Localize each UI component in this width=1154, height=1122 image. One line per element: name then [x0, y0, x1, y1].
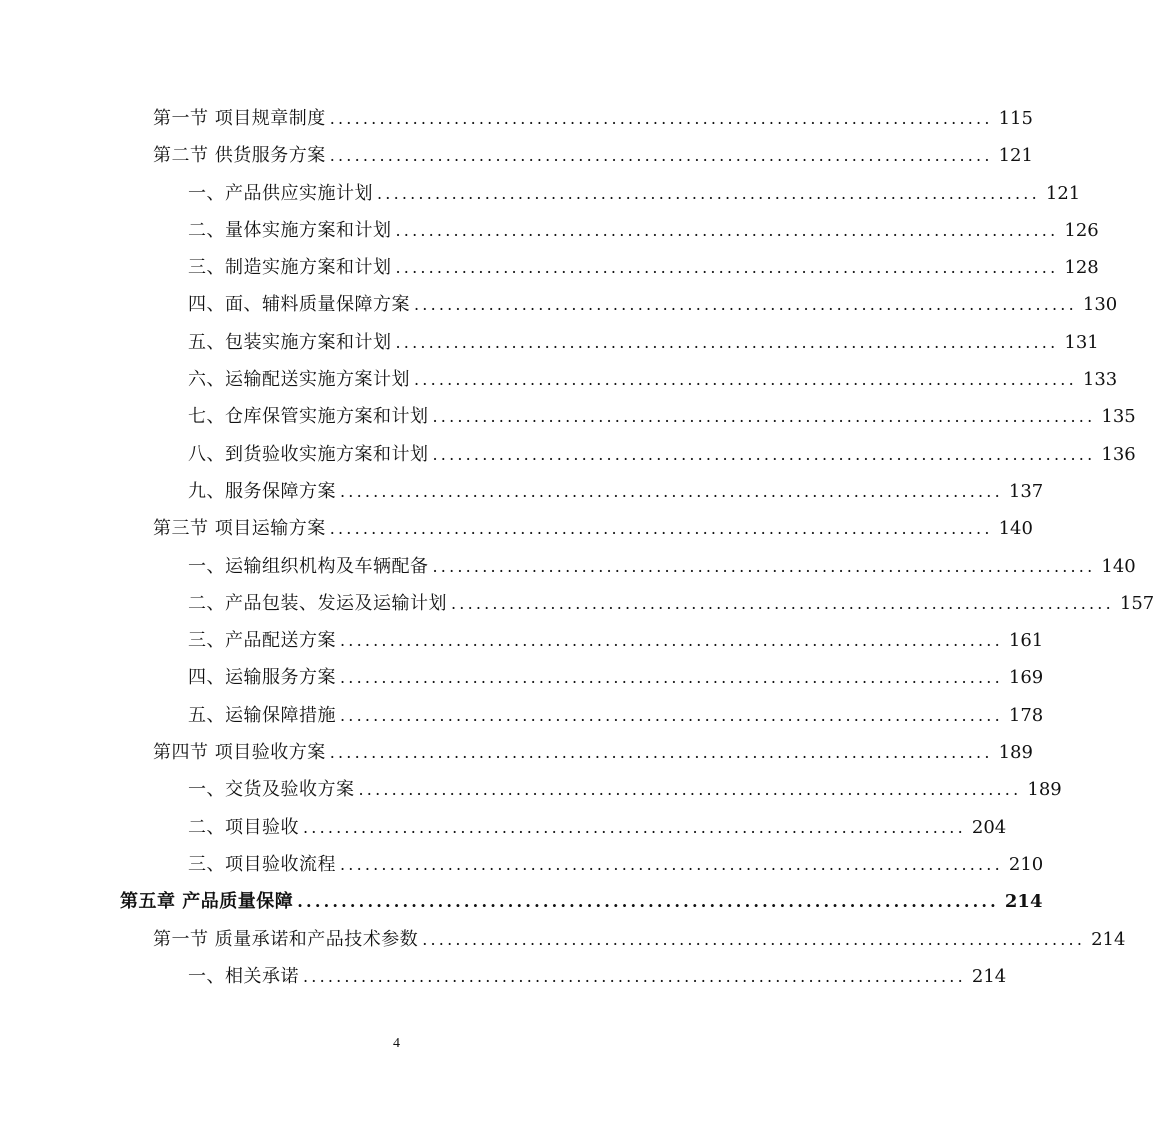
toc-entry[interactable]: [0, 585, 1154, 622]
toc-entry-title: 一、产品供应实施计划: [188, 182, 373, 204]
toc-entry-title: 二、量体实施方案和计划: [188, 219, 392, 241]
toc-entry[interactable]: [0, 734, 1033, 771]
toc-dot-leader: ................................................................................: [395, 220, 1059, 240]
toc-entry-page: 157: [1119, 592, 1154, 614]
toc-entry-title: 五、包装实施方案和计划: [188, 331, 392, 353]
toc-dot-leader: ................................................................................: [340, 705, 1003, 725]
toc-entry-page: 133: [1082, 369, 1118, 391]
toc-entry[interactable]: [0, 548, 1136, 585]
toc-entry-title: 一、运输组织机构及车辆配备: [188, 555, 429, 577]
toc-dot-leader: ................................................................................: [414, 295, 1077, 315]
toc-dot-leader: ................................................................................: [377, 183, 1040, 203]
toc-entry-page: 140: [998, 518, 1033, 540]
toc-dot-leader: ................................................................................: [303, 817, 966, 837]
toc-entry-title: 一、相关承诺: [188, 965, 299, 987]
toc-dot-leader: ................................................................................: [395, 332, 1059, 352]
toc-entry[interactable]: [0, 212, 1099, 249]
toc-entry[interactable]: [0, 175, 1081, 212]
toc-entry-page: 121: [998, 145, 1033, 167]
toc-entry[interactable]: [0, 697, 1044, 734]
toc-dot-leader: ................................................................................: [329, 109, 993, 128]
toc-entry-title: 六、运输配送实施方案计划: [188, 369, 410, 391]
toc-entry-page: 214: [1091, 928, 1126, 950]
toc-entry-title: 五、运输保障措施: [188, 704, 336, 726]
toc-entry[interactable]: [0, 622, 1044, 659]
toc-entry[interactable]: [0, 398, 1136, 435]
toc-entry[interactable]: [0, 883, 1043, 920]
toc-entry[interactable]: [0, 473, 1044, 510]
toc-entry-page: 128: [1064, 257, 1099, 279]
toc-dot-leader: ................................................................................: [340, 631, 1003, 651]
toc-entry[interactable]: [0, 324, 1099, 361]
toc-entry-page: 131: [1064, 331, 1099, 353]
toc-entry-title: 二、项目验收: [188, 816, 299, 838]
toc-dot-leader: ................................................................................: [451, 593, 1114, 613]
toc-entry-page: 210: [1008, 853, 1044, 875]
toc-entry-page: 214: [1004, 891, 1043, 913]
toc-entry[interactable]: [0, 137, 1033, 174]
toc-entry-title: 四、运输服务方案: [188, 667, 336, 689]
toc-entry-page: 140: [1101, 555, 1136, 577]
toc-dot-leader: ................................................................................: [422, 929, 1086, 949]
toc-entry-page: 189: [1027, 779, 1062, 801]
page-number: 4: [393, 1036, 400, 1051]
toc-dot-leader: ................................................................................: [340, 668, 1003, 688]
toc-entry-page: 214: [971, 965, 1007, 987]
toc-entry-title: 一、交货及验收方案: [188, 779, 355, 801]
toc-dot-leader: ................................................................................: [340, 854, 1003, 874]
toc-entry[interactable]: [0, 100, 1033, 137]
toc-dot-leader: ................................................................................: [297, 892, 999, 912]
toc-entry[interactable]: [0, 249, 1099, 286]
toc-dot-leader: ................................................................................: [395, 258, 1059, 278]
toc-entry-title: 第四节 项目验收方案: [153, 742, 326, 764]
toc-dot-leader: ................................................................................: [432, 407, 1096, 427]
toc-entry-page: 121: [1045, 182, 1081, 204]
toc-entry-title: 第三节 项目运输方案: [153, 518, 326, 540]
toc-entry-page: 169: [1008, 667, 1044, 689]
toc-entry-title: 七、仓库保管实施方案和计划: [188, 406, 429, 428]
toc-entry[interactable]: [0, 958, 1007, 995]
toc-dot-leader: ................................................................................: [432, 444, 1096, 464]
toc-dot-leader: ................................................................................: [329, 146, 993, 166]
toc-entry-page: 115: [998, 108, 1033, 129]
toc-entry-page: 136: [1101, 443, 1136, 465]
toc-dot-leader: ................................................................................: [329, 743, 993, 763]
toc-dot-leader: ................................................................................: [432, 556, 1096, 576]
toc-entry[interactable]: [0, 921, 1126, 958]
toc-entry-title: 三、产品配送方案: [188, 630, 336, 652]
toc-entry-title: 四、面、辅料质量保障方案: [188, 294, 410, 316]
toc-dot-leader: ................................................................................: [414, 370, 1077, 390]
toc-entry-title: 第五章 产品质量保障: [120, 891, 294, 913]
toc-entry-page: 189: [998, 742, 1033, 764]
toc-entry-title: 八、到货验收实施方案和计划: [188, 443, 429, 465]
toc-entry-title: 三、项目验收流程: [188, 853, 336, 875]
toc-entry-page: 204: [971, 816, 1007, 838]
toc-entry-title: 第一节 质量承诺和产品技术参数: [153, 928, 419, 950]
toc-entry-title: 三、制造实施方案和计划: [188, 257, 392, 279]
toc-entry[interactable]: [0, 809, 1007, 846]
toc-entry-page: 137: [1008, 480, 1044, 502]
table-of-contents: [0, 100, 1154, 995]
toc-entry[interactable]: [0, 846, 1044, 883]
toc-entry-page: 178: [1008, 704, 1044, 726]
toc-entry-page: 161: [1008, 630, 1044, 652]
toc-dot-leader: ................................................................................: [329, 519, 993, 539]
toc-entry-page: 126: [1064, 219, 1099, 241]
toc-entry-page: 130: [1082, 294, 1118, 316]
toc-entry-title: 九、服务保障方案: [188, 480, 336, 502]
toc-dot-leader: ................................................................................: [340, 481, 1003, 501]
toc-entry[interactable]: [0, 361, 1118, 398]
toc-entry[interactable]: [0, 510, 1033, 547]
toc-entry[interactable]: [0, 286, 1118, 323]
toc-dot-leader: ................................................................................: [358, 780, 1022, 800]
toc-entry[interactable]: [0, 771, 1062, 808]
toc-entry-title: 第二节 供货服务方案: [153, 145, 326, 167]
toc-dot-leader: ................................................................................: [303, 966, 966, 986]
toc-entry-title: 二、产品包装、发运及运输计划: [188, 592, 447, 614]
toc-entry-title: 第一节 项目规章制度: [153, 108, 326, 129]
toc-entry-page: 135: [1101, 406, 1136, 428]
toc-entry[interactable]: [0, 436, 1136, 473]
toc-entry[interactable]: [0, 659, 1044, 696]
